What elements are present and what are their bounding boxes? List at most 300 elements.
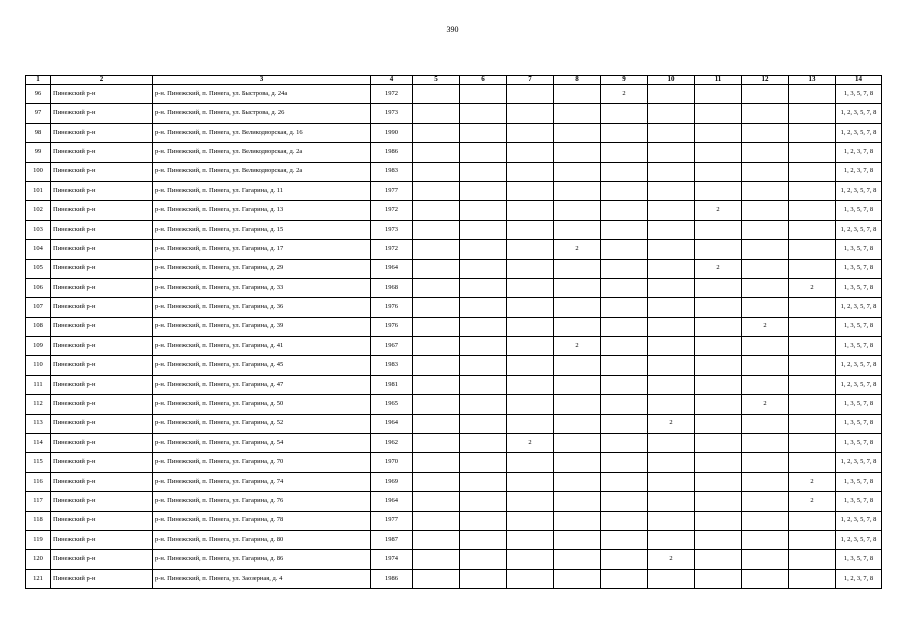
col-5-cell — [413, 298, 460, 317]
header-row — [26, 76, 882, 85]
col-9-cell — [601, 201, 648, 220]
col-14-cell: 1, 3, 5, 7, 8 — [836, 395, 882, 414]
table-row — [26, 453, 882, 472]
row-number: 115 — [26, 453, 51, 472]
table-row — [26, 395, 882, 414]
address-cell: р-н. Пинежский, п. Пинега, ул. Гагарина, д. 36 — [153, 298, 371, 317]
row-number: 96 — [26, 85, 51, 104]
col-5-cell — [413, 162, 460, 181]
row-number: 121 — [26, 569, 51, 588]
col-9-cell — [601, 375, 648, 394]
col-10-cell — [648, 298, 695, 317]
address-cell: р-н. Пинежский, п. Пинега, ул. Гагарина, д. 33 — [153, 278, 371, 297]
address-cell: р-н. Пинежский, п. Пинега, ул. Гагарина, д. 17 — [153, 240, 371, 259]
col-5-cell — [413, 414, 460, 433]
row-number: 116 — [26, 472, 51, 491]
col-10-cell — [648, 259, 695, 278]
table-row — [26, 240, 882, 259]
row-number: 100 — [26, 162, 51, 181]
col-6-cell — [460, 201, 507, 220]
column-header-3: 3 — [153, 76, 371, 85]
col-5-cell — [413, 511, 460, 530]
col-12-cell — [742, 259, 789, 278]
table-row — [26, 550, 882, 569]
page-number: 390 — [446, 25, 459, 34]
district-cell: Пинежский р-н — [51, 181, 153, 200]
table-row — [26, 123, 882, 142]
col-11-cell — [695, 240, 742, 259]
table-row — [26, 337, 882, 356]
col-11-cell — [695, 569, 742, 588]
col-11-cell — [695, 123, 742, 142]
address-cell: р-н. Пинежский, п. Пинега, ул. Гагарина, д. 80 — [153, 530, 371, 549]
col-12-cell — [742, 550, 789, 569]
col-10-cell — [648, 123, 695, 142]
district-cell: Пинежский р-н — [51, 453, 153, 472]
col-8-cell: 2 — [554, 337, 601, 356]
col-8-cell — [554, 298, 601, 317]
col-7-cell — [507, 472, 554, 491]
col-7-cell — [507, 317, 554, 336]
district-cell: Пинежский р-н — [51, 162, 153, 181]
row-number: 104 — [26, 240, 51, 259]
table-row — [26, 298, 882, 317]
col-12-cell — [742, 414, 789, 433]
col-5-cell — [413, 356, 460, 375]
address-cell: р-н. Пинежский, п. Пинега, ул. Гагарина, д. 39 — [153, 317, 371, 336]
col-5-cell — [413, 220, 460, 239]
col-9-cell — [601, 259, 648, 278]
address-cell: р-н. Пинежский, п. Пинега, ул. Гагарина, д. 52 — [153, 414, 371, 433]
col-12-cell: 2 — [742, 395, 789, 414]
col-12-cell — [742, 375, 789, 394]
col-7-cell — [507, 259, 554, 278]
year-cell: 1990 — [371, 123, 413, 142]
row-number: 108 — [26, 317, 51, 336]
district-cell: Пинежский р-н — [51, 201, 153, 220]
district-cell: Пинежский р-н — [51, 434, 153, 453]
col-5-cell — [413, 337, 460, 356]
col-13-cell — [789, 298, 836, 317]
col-13-cell: 2 — [789, 278, 836, 297]
col-12-cell — [742, 434, 789, 453]
col-13-cell — [789, 337, 836, 356]
table-row — [26, 259, 882, 278]
housing-table — [25, 75, 882, 589]
row-number: 119 — [26, 530, 51, 549]
col-6-cell — [460, 181, 507, 200]
year-cell: 1972 — [371, 85, 413, 104]
col-14-cell: 1, 3, 5, 7, 8 — [836, 472, 882, 491]
address-cell: р-н. Пинежский, п. Пинега, ул. Гагарина, д. 11 — [153, 181, 371, 200]
col-10-cell — [648, 511, 695, 530]
col-7-cell — [507, 162, 554, 181]
district-cell: Пинежский р-н — [51, 143, 153, 162]
col-7-cell: 2 — [507, 434, 554, 453]
table-row — [26, 143, 882, 162]
col-7-cell — [507, 511, 554, 530]
year-cell: 1964 — [371, 492, 413, 511]
col-13-cell — [789, 395, 836, 414]
col-9-cell: 2 — [601, 85, 648, 104]
col-11-cell — [695, 298, 742, 317]
col-10-cell — [648, 278, 695, 297]
col-6-cell — [460, 395, 507, 414]
year-cell: 1981 — [371, 375, 413, 394]
col-9-cell — [601, 162, 648, 181]
col-7-cell — [507, 104, 554, 123]
year-cell: 1987 — [371, 530, 413, 549]
col-8-cell — [554, 104, 601, 123]
col-12-cell — [742, 278, 789, 297]
col-12-cell — [742, 143, 789, 162]
col-6-cell — [460, 569, 507, 588]
col-13-cell — [789, 104, 836, 123]
address-cell: р-н. Пинежский, п. Пинега, ул. Гагарина, д. 70 — [153, 453, 371, 472]
col-12-cell — [742, 356, 789, 375]
col-11-cell — [695, 278, 742, 297]
col-9-cell — [601, 414, 648, 433]
col-13-cell — [789, 434, 836, 453]
table-row — [26, 278, 882, 297]
col-5-cell — [413, 201, 460, 220]
col-14-cell: 1, 2, 3, 7, 8 — [836, 162, 882, 181]
column-header-10: 10 — [648, 76, 695, 85]
row-number: 103 — [26, 220, 51, 239]
col-12-cell — [742, 123, 789, 142]
col-14-cell: 1, 2, 3, 5, 7, 8 — [836, 511, 882, 530]
col-11-cell — [695, 143, 742, 162]
col-12-cell — [742, 569, 789, 588]
col-13-cell — [789, 220, 836, 239]
address-cell: р-н. Пинежский, п. Пинега, ул. Гагарина, д. 41 — [153, 337, 371, 356]
year-cell: 1970 — [371, 453, 413, 472]
col-7-cell — [507, 240, 554, 259]
column-header-9: 9 — [601, 76, 648, 85]
col-7-cell — [507, 181, 554, 200]
column-header-1: 1 — [26, 76, 51, 85]
col-13-cell — [789, 240, 836, 259]
address-cell: р-н. Пинежский, п. Пинега, ул. Гагарина, д. 15 — [153, 220, 371, 239]
table-row — [26, 569, 882, 588]
col-9-cell — [601, 104, 648, 123]
district-cell: Пинежский р-н — [51, 530, 153, 549]
col-11-cell — [695, 453, 742, 472]
col-11-cell — [695, 337, 742, 356]
year-cell: 1974 — [371, 550, 413, 569]
col-5-cell — [413, 395, 460, 414]
col-6-cell — [460, 259, 507, 278]
col-8-cell — [554, 569, 601, 588]
column-header-8: 8 — [554, 76, 601, 85]
table-row — [26, 317, 882, 336]
col-8-cell — [554, 85, 601, 104]
year-cell: 1968 — [371, 278, 413, 297]
col-9-cell — [601, 453, 648, 472]
year-cell: 1962 — [371, 434, 413, 453]
col-6-cell — [460, 123, 507, 142]
col-11-cell — [695, 181, 742, 200]
district-cell: Пинежский р-н — [51, 298, 153, 317]
col-12-cell — [742, 104, 789, 123]
district-cell: Пинежский р-н — [51, 85, 153, 104]
year-cell: 1983 — [371, 162, 413, 181]
col-5-cell — [413, 278, 460, 297]
district-cell: Пинежский р-н — [51, 123, 153, 142]
table-row — [26, 511, 882, 530]
col-10-cell — [648, 492, 695, 511]
col-12-cell — [742, 492, 789, 511]
col-7-cell — [507, 220, 554, 239]
district-cell: Пинежский р-н — [51, 220, 153, 239]
col-14-cell: 1, 3, 5, 7, 8 — [836, 337, 882, 356]
address-cell: р-н. Пинежский, п. Пинега, ул. Великодворская, д. 2а — [153, 162, 371, 181]
table-row — [26, 414, 882, 433]
district-cell: Пинежский р-н — [51, 259, 153, 278]
col-9-cell — [601, 511, 648, 530]
col-8-cell — [554, 472, 601, 491]
col-7-cell — [507, 123, 554, 142]
col-10-cell — [648, 240, 695, 259]
col-7-cell — [507, 201, 554, 220]
col-8-cell — [554, 123, 601, 142]
table-row — [26, 375, 882, 394]
column-header-11: 11 — [695, 76, 742, 85]
table-row — [26, 434, 882, 453]
district-cell: Пинежский р-н — [51, 492, 153, 511]
col-12-cell — [742, 472, 789, 491]
district-cell: Пинежский р-н — [51, 511, 153, 530]
col-7-cell — [507, 492, 554, 511]
col-14-cell: 1, 2, 3, 5, 7, 8 — [836, 181, 882, 200]
col-14-cell: 1, 3, 5, 7, 8 — [836, 259, 882, 278]
col-5-cell — [413, 434, 460, 453]
district-cell: Пинежский р-н — [51, 569, 153, 588]
col-7-cell — [507, 550, 554, 569]
col-10-cell — [648, 356, 695, 375]
table-row — [26, 492, 882, 511]
address-cell: р-н. Пинежский, п. Пинега, ул. Гагарина, д. 78 — [153, 511, 371, 530]
col-12-cell — [742, 453, 789, 472]
col-6-cell — [460, 298, 507, 317]
col-9-cell — [601, 356, 648, 375]
col-6-cell — [460, 472, 507, 491]
col-10-cell — [648, 395, 695, 414]
table-row — [26, 85, 882, 104]
col-5-cell — [413, 550, 460, 569]
col-13-cell — [789, 356, 836, 375]
district-cell: Пинежский р-н — [51, 104, 153, 123]
col-14-cell: 1, 3, 5, 7, 8 — [836, 492, 882, 511]
column-header-4: 4 — [371, 76, 413, 85]
address-cell: р-н. Пинежский, п. Пинега, ул. Быстрова, д. 24а — [153, 85, 371, 104]
col-8-cell — [554, 434, 601, 453]
col-13-cell — [789, 530, 836, 549]
col-13-cell — [789, 123, 836, 142]
col-10-cell — [648, 201, 695, 220]
col-9-cell — [601, 181, 648, 200]
column-header-6: 6 — [460, 76, 507, 85]
year-cell: 1973 — [371, 104, 413, 123]
col-7-cell — [507, 414, 554, 433]
year-cell: 1972 — [371, 201, 413, 220]
col-11-cell — [695, 375, 742, 394]
col-13-cell — [789, 201, 836, 220]
col-13-cell — [789, 317, 836, 336]
col-6-cell — [460, 550, 507, 569]
col-14-cell: 1, 2, 3, 5, 7, 8 — [836, 356, 882, 375]
col-10-cell — [648, 530, 695, 549]
col-6-cell — [460, 162, 507, 181]
col-11-cell — [695, 85, 742, 104]
address-cell: р-н. Пинежский, п. Пинега, ул. Гагарина, д. 74 — [153, 472, 371, 491]
col-13-cell — [789, 375, 836, 394]
district-cell: Пинежский р-н — [51, 550, 153, 569]
col-10-cell — [648, 181, 695, 200]
column-header-12: 12 — [742, 76, 789, 85]
col-12-cell — [742, 181, 789, 200]
col-6-cell — [460, 356, 507, 375]
col-6-cell — [460, 492, 507, 511]
column-header-2: 2 — [51, 76, 153, 85]
col-9-cell — [601, 434, 648, 453]
col-12-cell — [742, 337, 789, 356]
col-11-cell — [695, 220, 742, 239]
col-6-cell — [460, 434, 507, 453]
col-12-cell — [742, 298, 789, 317]
col-10-cell: 2 — [648, 414, 695, 433]
col-8-cell — [554, 395, 601, 414]
district-cell: Пинежский р-н — [51, 414, 153, 433]
col-6-cell — [460, 104, 507, 123]
col-8-cell — [554, 181, 601, 200]
col-7-cell — [507, 143, 554, 162]
col-10-cell — [648, 220, 695, 239]
col-5-cell — [413, 453, 460, 472]
table-row — [26, 104, 882, 123]
col-12-cell — [742, 511, 789, 530]
year-cell: 1973 — [371, 220, 413, 239]
row-number: 112 — [26, 395, 51, 414]
col-9-cell — [601, 550, 648, 569]
col-7-cell — [507, 298, 554, 317]
col-5-cell — [413, 123, 460, 142]
col-11-cell — [695, 162, 742, 181]
row-number: 113 — [26, 414, 51, 433]
col-14-cell: 1, 2, 3, 7, 8 — [836, 143, 882, 162]
col-10-cell — [648, 85, 695, 104]
row-number: 114 — [26, 434, 51, 453]
col-6-cell — [460, 143, 507, 162]
col-5-cell — [413, 181, 460, 200]
col-8-cell — [554, 143, 601, 162]
col-6-cell — [460, 278, 507, 297]
row-number: 110 — [26, 356, 51, 375]
col-7-cell — [507, 395, 554, 414]
col-8-cell: 2 — [554, 240, 601, 259]
district-cell: Пинежский р-н — [51, 317, 153, 336]
address-cell: р-н. Пинежский, п. Пинега, ул. Быстрова, д. 26 — [153, 104, 371, 123]
col-12-cell — [742, 162, 789, 181]
col-10-cell — [648, 453, 695, 472]
year-cell: 1976 — [371, 298, 413, 317]
col-6-cell — [460, 240, 507, 259]
year-cell: 1969 — [371, 472, 413, 491]
col-9-cell — [601, 395, 648, 414]
address-cell: р-н. Пинежский, п. Пинега, ул. Гагарина, д. 76 — [153, 492, 371, 511]
year-cell: 1965 — [371, 395, 413, 414]
col-8-cell — [554, 317, 601, 336]
year-cell: 1983 — [371, 356, 413, 375]
address-cell: р-н. Пинежский, п. Пинега, ул. Гагарина, д. 50 — [153, 395, 371, 414]
col-11-cell — [695, 550, 742, 569]
col-8-cell — [554, 375, 601, 394]
col-7-cell — [507, 453, 554, 472]
column-header-7: 7 — [507, 76, 554, 85]
col-11-cell — [695, 492, 742, 511]
col-6-cell — [460, 317, 507, 336]
col-9-cell — [601, 530, 648, 549]
col-14-cell: 1, 2, 3, 7, 8 — [836, 569, 882, 588]
col-7-cell — [507, 85, 554, 104]
col-9-cell — [601, 492, 648, 511]
col-6-cell — [460, 530, 507, 549]
row-number: 111 — [26, 375, 51, 394]
col-13-cell — [789, 550, 836, 569]
col-13-cell — [789, 511, 836, 530]
col-8-cell — [554, 220, 601, 239]
col-8-cell — [554, 414, 601, 433]
col-12-cell — [742, 240, 789, 259]
col-10-cell — [648, 434, 695, 453]
col-13-cell — [789, 143, 836, 162]
col-12-cell — [742, 201, 789, 220]
col-5-cell — [413, 143, 460, 162]
col-12-cell — [742, 220, 789, 239]
col-14-cell: 1, 2, 3, 5, 7, 8 — [836, 298, 882, 317]
col-5-cell — [413, 375, 460, 394]
col-9-cell — [601, 240, 648, 259]
row-number: 107 — [26, 298, 51, 317]
table-row — [26, 530, 882, 549]
col-9-cell — [601, 298, 648, 317]
col-6-cell — [460, 220, 507, 239]
col-7-cell — [507, 356, 554, 375]
col-8-cell — [554, 550, 601, 569]
year-cell: 1964 — [371, 414, 413, 433]
table-body — [26, 85, 882, 589]
year-cell: 1964 — [371, 259, 413, 278]
col-14-cell: 1, 2, 3, 5, 7, 8 — [836, 530, 882, 549]
col-6-cell — [460, 414, 507, 433]
col-5-cell — [413, 85, 460, 104]
address-cell: р-н. Пинежский, п. Пинега, ул. Гагарина, д. 13 — [153, 201, 371, 220]
year-cell: 1976 — [371, 317, 413, 336]
col-10-cell — [648, 337, 695, 356]
row-number: 98 — [26, 123, 51, 142]
row-number: 117 — [26, 492, 51, 511]
col-11-cell — [695, 472, 742, 491]
row-number: 106 — [26, 278, 51, 297]
table-row — [26, 162, 882, 181]
table-row — [26, 356, 882, 375]
year-cell: 1967 — [371, 337, 413, 356]
address-cell: р-н. Пинежский, п. Пинега, ул. Гагарина, д. 29 — [153, 259, 371, 278]
col-9-cell — [601, 123, 648, 142]
col-5-cell — [413, 569, 460, 588]
row-number: 101 — [26, 181, 51, 200]
col-6-cell — [460, 337, 507, 356]
